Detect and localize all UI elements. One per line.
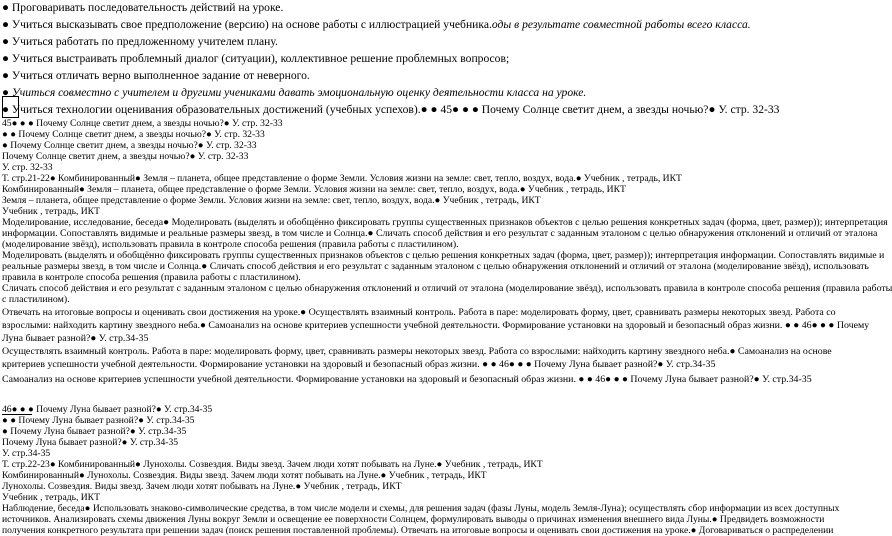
objective-text: ● Учиться высказывать свое предположение (версию) на основе работы с иллюстрацией учебника. (2, 18, 492, 31)
paragraph-line: критериев успешности учебной деятельности. Формирование установки на здоровый и безопасный образ жизни. ● ● 46● ● ● Почему Луна бывает разной?● У. стр.34-35 (2, 359, 716, 370)
paragraph-line: правила в контроле способа решения (правила работы с пластилином). (2, 272, 301, 283)
lesson-line: источников. Анализировать схемы движения Луны вокруг Земли и освещение ее поверхности Солнцем, формулировать выводы о причинах изменения внешнего вида Луны.● Предвидеть возможности (2, 514, 825, 525)
paragraph-line: Осуществлять взаимный контроль. Работа в паре: моделировать форму, цвет, сравнивать размеры некоторых звезд. Работа со взрослыми: найходить картину звездного неба.● Самоанализ на основе (2, 346, 832, 357)
lesson-line: Т. стр.21-22● Комбинированный● Земля – планета, общее представление о форме Земли. Условия жизни на земле: свет, тепло, воздух, вода.● Учебник , тетрадь, ИКТ (2, 173, 682, 184)
lesson-line: Учебник , тетрадь, ИКТ (2, 206, 100, 217)
lesson-line: 45● ● ● Почему Солнце светит днем, а звезды ночью?● У. стр. 32-33 (2, 118, 283, 129)
objective-item: ● Учиться отличать верно выполненное задание от неверного. (2, 69, 310, 82)
objective-italic-text: оды в результате совместной работы всего класса. (491, 18, 751, 31)
paragraph-line: с пластилином). (2, 294, 70, 305)
paragraph-line: информации. Сопоставлять видимые и реальные размеры звезд, в том числе и Солнца.● Сличать способ действия и его результат с заданным эталоном с целью обнаружения отклонений и отличий от эталона (2, 228, 878, 239)
paragraph-line: Отвечать на итоговые вопросы и оценивать свои достижения на уроке.● Осуществлять взаимный контроль. Работа в паре: моделировать форму, цвет, сравнивать размеры некоторых звезд. Работа со (2, 307, 836, 318)
objective-item (2, 18, 813, 31)
lesson-line: ● Почему Луна бывает разной?● У. стр.34-35 (2, 426, 187, 437)
lesson-line: Почему Солнце светит днем, а звезды ночью?● У. стр. 32-33 (2, 151, 249, 162)
paragraph-line: реальные размеры звезд, в том числе и Солнца.● Сличать способ действия и его результат с заданным эталоном с целью обнаружения отклонений и отличий от эталона (моделирование звёзд), использовать (2, 261, 869, 272)
objective-item: ● Проговаривать последовательность действий на уроке. (2, 1, 284, 14)
lesson-line: Т. стр.22-23● Комбинированный● Лунохолы. Созвездия. Виды звезд. Зачем люди хотят побывать на Луне.● Учебник , тетрадь, ИКТ (2, 459, 543, 470)
lesson-line: ● Почему Солнце светит днем, а звезды ночью?● У. стр. 32-33 (2, 140, 257, 151)
lesson-line: У. стр.34-35 (2, 448, 51, 459)
lesson-line: Наблюдение, беседа● Использовать знаково-символические средства, в том числе модели и схемы, для решения задач (фазы Луны, модель Земля-Луна); осуществлять сбор информации из всех доступных (2, 503, 840, 514)
objective-item: ● Учиться работать по предложенному учителем плану. (2, 35, 278, 48)
lesson-line: Почему Луна бывает разной?● У. стр.34-35 (2, 437, 179, 448)
lesson-line: ● ● Почему Солнце светит днем, а звезды ночью?● У. стр. 32-33 (2, 129, 265, 140)
objective-item: ● Учиться совместно с учителем и другими учениками давать эмоциональную оценку деятельности класса на уроке. (2, 86, 587, 99)
lesson-line: Лунохолы. Созвездия. Виды звезд. Зачем люди хотят побывать на Луне.● Учебник , тетрадь, ИКТ (2, 481, 402, 492)
lesson-line: Учебник , тетрадь, ИКТ (2, 492, 100, 503)
paragraph-line: Самоанализ на основе критериев успешности учебной деятельности. Формирование установки на здоровый и безопасный образ жизни. ● ● 46● ● ● Почему Луна бывает разной?● У. стр.34-35 (2, 374, 812, 385)
objective-item: ● Учиться технологии оценивания образовательных достижений (учебных успехов).● ● 45● ● ● Почему Солнце светит днем, а звезды ночью?● У. стр. 32-33 (2, 103, 780, 116)
lesson-line: 46● ● ● Почему Луна бывает разной?● У. стр.34-35 (2, 404, 213, 415)
lesson-line: Земля – планета, общее представление о форме Земли. Условия жизни на земле: свет, тепло, воздух, вода.● Учебник , тетрадь, ИКТ (2, 195, 541, 206)
objective-item: ● Учиться выстраивать проблемный диалог (ситуации), коллективное решение проблемных вопросов; (2, 52, 510, 65)
paragraph-line: Луна бывает разной?● У. стр.34-35 (2, 333, 149, 344)
paragraph-line: Моделирование, исследование, беседа● Моделировать (выделять и обобщённо фиксировать группы существенных признаков объектов с целью решения конкретных задач (форма, цвет, размер)); интерпретация (2, 217, 888, 228)
lesson-line: получения конкретного результата при решении задач (поиск решения поставленной проблемы). Отвечать на итоговые вопросы и оценивать свои достижения на уроке.● Договариваться о распределении (2, 525, 834, 536)
paragraph-line: Моделировать (выделять и обобщённо фиксировать группы существенных признаков объектов с целью решения конкретных задач (форма, цвет, размер)); интерпретация информации. Сопоставлять видимые и (2, 250, 885, 261)
paragraph-line: взрослыми: найходить картину звездного неба.● Самоанализ на основе критериев успешности учебной деятельности. Формирование установки на здоровый и безопасный образ жизни. ● ● 46● ● ● Почему (2, 320, 870, 331)
paragraph-line: Сличать способ действия и его результат с заданным эталоном с целью обнаружения отклонений и отличий от эталона (моделирование звёзд), использовать правила в контроле способа решения (правила работы (2, 283, 892, 294)
table-cell-frame (2, 96, 19, 118)
lesson-line: ● ● Почему Луна бывает разной?● У. стр.34-35 (2, 415, 195, 426)
lesson-line: Комбинированный● Земля – планета, общее представление о форме Земли. Условия жизни на земле: свет, тепло, воздух, вода.● Учебник , тетрадь, ИКТ (2, 184, 626, 195)
lesson-line: Комбинированный● Лунохолы. Созвездия. Виды звезд. Зачем люди хотят побывать на Луне.● Учебник , тетрадь, ИКТ (2, 470, 487, 481)
paragraph-line: (моделирование звёзд), использовать правила в контроле способа решения (правила работы с пластилином). (2, 239, 459, 250)
lesson-line: У. стр. 32-33 (2, 162, 53, 173)
